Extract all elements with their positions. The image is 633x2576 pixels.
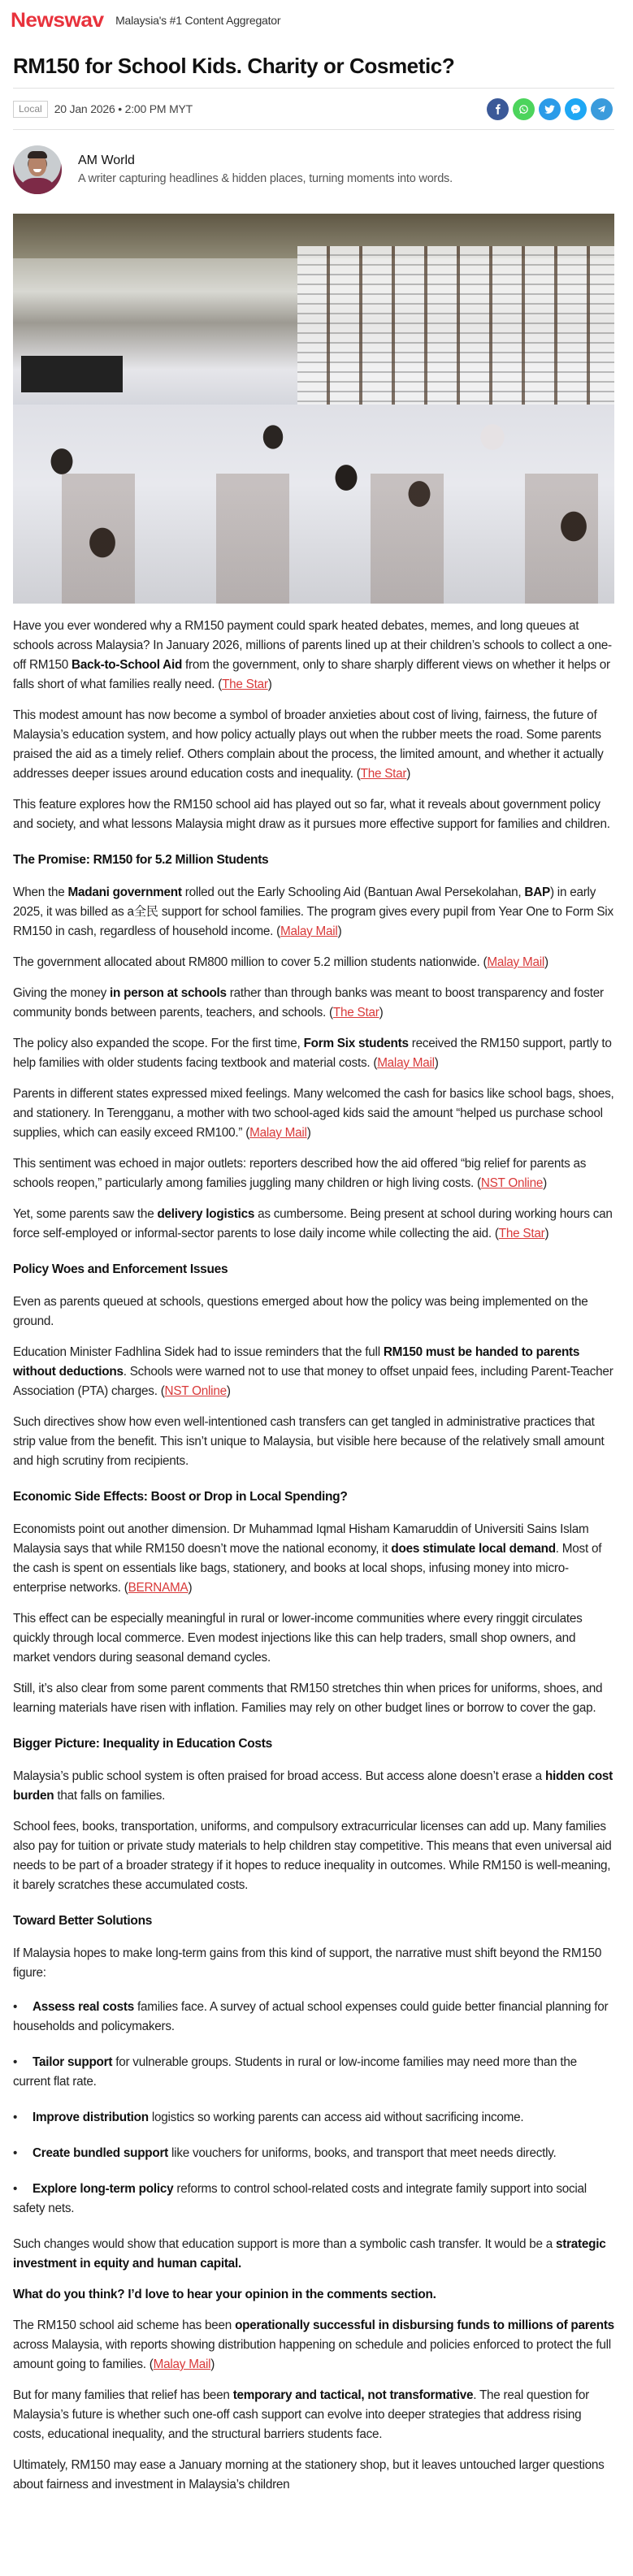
list-item: • Create bundled support like vouchers for uniforms, books, and transport that meet needs directly.	[13, 2144, 614, 2163]
newswav-logo[interactable]: Newswav	[11, 8, 104, 32]
paragraph: Ultimately, RM150 may ease a January morning at the stationery shop, but it leaves untouched larger questions about fairness and investment in Malaysia’s children	[13, 2458, 605, 2492]
paragraph: The government allocated about RM800 million to cover 5.2 million students nationwide. (Malay Mail)	[13, 955, 548, 969]
paragraph: Malaysia’s public school system is often praised for broad access. But access alone doesn’t erase a hidden cost burden that falls on families.	[13, 1769, 613, 1803]
share-twitter-button[interactable]	[539, 98, 561, 120]
paragraph: Such changes would show that education support is more than a symbolic cash transfer. It would be a strategic investment in equity and human capital.	[13, 2237, 606, 2271]
paragraph: This effect can be especially meaningful in rural or lower-income communities where every ringgit circulates quickly through local commerce. Even modest injections like this can help traders, small shop owners, and market vendors during seasonal demand cycles.	[13, 1612, 583, 1665]
source-link-malay-mail[interactable]: Malay Mail	[249, 1126, 307, 1140]
source-link-malay-mail[interactable]: Malay Mail	[153, 2357, 211, 2371]
bullet-icon: •	[13, 2055, 18, 2069]
paragraph: The RM150 school aid scheme has been operationally successful in disbursing funds to millions of parents across Malaysia, with reports showing distribution happening on schedule and policies enforced to protect the full amount going to families. (Malay Mail)	[13, 2318, 614, 2371]
source-link-malay-mail[interactable]: Malay Mail	[280, 924, 338, 938]
paragraph: Education Minister Fadhlina Sidek had to issue reminders that the full RM150 must be handed to parents without deductions. Schools were warned not to use that money to offset unpaid fees, including Parent-Teacher Association (PTA) charges. (NST Online)	[13, 1345, 613, 1398]
bullet-icon: •	[13, 2000, 18, 2014]
twitter-icon	[544, 103, 556, 115]
list-item: • Improve distribution logistics so working parents can access aid without sacrificing income.	[13, 2108, 614, 2128]
section-heading: The Promise: RM150 for 5.2 Million Students	[13, 853, 269, 867]
source-link-nst-online[interactable]: NST Online	[164, 1384, 227, 1398]
list-item: • Explore long-term policy reforms to control school-related costs and integrate family support into social safety nets.	[13, 2180, 614, 2219]
source-link-malay-mail[interactable]: Malay Mail	[487, 955, 545, 969]
share-whatsapp-button[interactable]	[513, 98, 535, 120]
section-heading: Bigger Picture: Inequality in Education Costs	[13, 1737, 272, 1751]
telegram-icon	[596, 103, 608, 115]
article-title: RM150 for School Kids. Charity or Cosmetic?	[13, 54, 455, 78]
share-buttons	[487, 98, 613, 120]
paragraph: Economists point out another dimension. Dr Muhammad Iqmal Hisham Kamaruddin of Universiti Sains Islam Malaysia says that while RM150 doesn’t move the national economy, it does stimulate local demand. Most of the cash is spent on essentials like bags, stationery, and books at local shops, infusing money into micro-enterprise networks. (BERNAMA)	[13, 1522, 602, 1595]
paragraph: Giving the money in person at schools rather than through banks was meant to boost transparency and foster community bonds between parents, teachers, and schools. (The Star)	[13, 986, 604, 1020]
share-telegram-button[interactable]	[591, 98, 613, 120]
source-link-malay-mail[interactable]: Malay Mail	[377, 1056, 435, 1070]
article-meta	[11, 89, 614, 129]
bullet-icon: •	[13, 2182, 18, 2196]
list-item: • Assess real costs families face. A survey of actual school expenses could guide better financial planning for households and policymakers.	[13, 1998, 614, 2037]
paragraph: Parents in different states expressed mixed feelings. Many welcomed the cash for basics like school bags, shoes, and stationery. In Terengganu, a mother with two school-aged kids said the amount “helped us purchase school supplies, which can easily exceed RM100.” (Malay Mail)	[13, 1087, 614, 1140]
bullet-icon: •	[13, 2146, 18, 2160]
author-block	[11, 130, 614, 201]
paragraph: Have you ever wondered why a RM150 payment could spark heated debates, memes, and long queues at schools across Malaysia? In January 2026, millions of parents lined up at their children’s schools to collect a one-off RM150 Back-to-School Aid from the government, only to share sharply different views on whether it helps or falls short of what families really need. (The Star)	[13, 619, 612, 691]
site-header	[11, 0, 614, 41]
paragraph: This modest amount has now become a symbol of broader anxieties about cost of living, fairness, the future of Malaysia’s education system, and how policy actually plays out when the rubber meets the road. Some parents praised the aid as a timely relief. Others complain about the process, the limited amount, and whether it actually addresses deeper issues around education costs and inequality. (The Star)	[13, 708, 604, 781]
article-body	[11, 617, 614, 2495]
author-info	[78, 152, 453, 188]
publish-datetime: 20 Jan 2026 • 2:00 PM MYT	[54, 102, 193, 115]
category-tag[interactable]: Local	[13, 101, 48, 118]
paragraph: When the Madani government rolled out the Early Schooling Aid (Bantuan Awal Persekolahan, BAP) in early 2025, it was billed as a全民 support for school families. The program gives every pupil from Year One to Form Six RM150 in cash, regardless of household income. (Malay Mail)	[13, 885, 613, 938]
source-link-the-star[interactable]: The Star	[498, 1227, 545, 1240]
source-link-the-star[interactable]: The Star	[332, 1006, 379, 1020]
paragraph: This feature explores how the RM150 school aid has played out so far, what it reveals about government policy and society, and what lessons Malaysia might draw as it pursues more effective support for families and children.	[13, 798, 610, 831]
section-heading: Economic Side Effects: Boost or Drop in Local Spending?	[13, 1490, 348, 1504]
facebook-icon	[492, 103, 504, 115]
section-heading: Toward Better Solutions	[13, 1914, 153, 1928]
list-item: • Tailor support for vulnerable groups. Students in rural or low-income families may need more than the current flat rate.	[13, 2053, 614, 2092]
author-bio: A writer capturing headlines & hidden places, turning moments into words.	[78, 172, 453, 185]
paragraph: If Malaysia hopes to make long-term gains from this kind of support, the narrative must shift beyond the RM150 figure:	[13, 1946, 602, 1980]
whatsapp-icon	[518, 103, 530, 115]
source-link-bernama[interactable]: BERNAMA	[128, 1581, 189, 1595]
paragraph: The policy also expanded the scope. For the first time, Form Six students received the RM150 support, partly to help families with older students facing textbook and material costs. (Malay Mail)	[13, 1037, 612, 1070]
paragraph: Still, it’s also clear from some parent comments that RM150 stretches thin when prices for uniforms, shoes, and learning materials have risen with inflation. Families may rely on other budget lines or borrow to cover the gap.	[13, 1682, 603, 1715]
paragraph: This sentiment was echoed in major outlets: reporters described how the aid offered “big relief for parents as schools reopen,” particularly among families juggling many children or high living costs. (NST Online)	[13, 1157, 587, 1190]
source-link-the-star[interactable]: The Star	[222, 678, 268, 691]
messenger-icon	[570, 103, 582, 115]
site-tagline: Malaysia's #1 Content Aggregator	[115, 14, 281, 27]
author-avatar[interactable]	[13, 145, 62, 194]
paragraph: Even as parents queued at schools, questions emerged about how the policy was being implemented on the ground.	[13, 1295, 588, 1328]
source-link-the-star[interactable]: The Star	[360, 767, 407, 781]
paragraph: Such directives show how even well-intentioned cash transfers can get tangled in administrative practices that strip value from the benefit. This isn’t unique to Malaysia, but visible here because of the relatively small amount and high scrutiny from recipients.	[13, 1415, 605, 1468]
share-messenger-button[interactable]	[565, 98, 587, 120]
paragraph: School fees, books, transportation, uniforms, and compulsory extracurricular licenses can add up. Many families also pay for tuition or private study materials to help children stay competitive. This means that even universal aid needs to be part of a broader strategy if it hopes to reduce inequality in outcomes. While RM150 is well-meaning, it barely scratches these accumulated costs.	[13, 1820, 612, 1892]
paragraph: Yet, some parents saw the delivery logistics as cumbersome. Being present at school during working hours can force self-employed or informal-sector parents to lose daily income while collecting the aid. (The Star)	[13, 1207, 613, 1240]
paragraph: But for many families that relief has been temporary and tactical, not transformative. The real question for Malaysia’s future is whether such one-off cash support can evolve into deeper strategies that address rising costs, educational inequality, and the structural barriers students face.	[13, 2388, 589, 2441]
bullet-icon: •	[13, 2111, 18, 2124]
author-name[interactable]: AM World	[78, 154, 135, 167]
source-link-nst-online[interactable]: NST Online	[480, 1176, 544, 1190]
solutions-list	[13, 1998, 614, 2219]
section-heading: Policy Woes and Enforcement Issues	[13, 1262, 228, 1276]
hero-image	[13, 214, 614, 604]
share-facebook-button[interactable]	[487, 98, 509, 120]
comment-prompt: What do you think? I’d love to hear your opinion in the comments section.	[13, 2288, 436, 2301]
